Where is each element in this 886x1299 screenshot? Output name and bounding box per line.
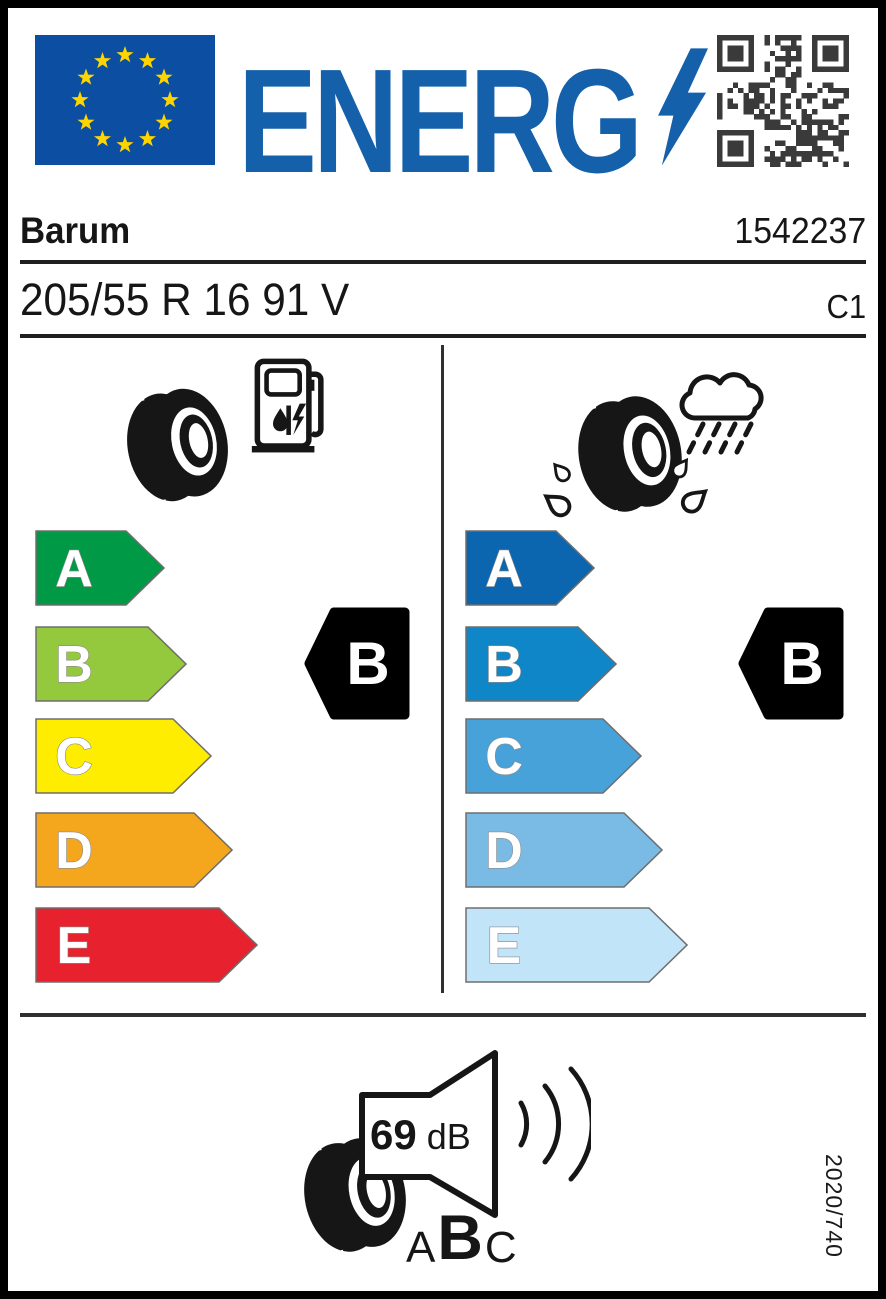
brand-row <box>20 200 866 264</box>
size-row <box>20 260 866 338</box>
tire-fuel-pump-icon <box>120 352 335 522</box>
noise-class-letters <box>406 1203 517 1273</box>
fuel-grade-arrow-b <box>35 626 187 702</box>
fuel-grade-arrow-c <box>35 718 212 794</box>
noise-unit: dB <box>426 1116 471 1158</box>
lightning-bolt-icon <box>658 46 708 168</box>
noise-class-a: A <box>406 1223 436 1272</box>
fuel-grade-arrow-d <box>35 812 233 888</box>
noise-value: 69 <box>370 1111 417 1158</box>
wet-grade-arrow-e <box>465 907 688 983</box>
eu-flag-icon <box>35 35 215 165</box>
tire-rain-cloud-icon <box>543 350 793 535</box>
fuel-rating-letter: B <box>346 630 390 697</box>
scales-vertical-divider <box>441 345 444 993</box>
fuel-grade-arrow-a <box>35 530 165 606</box>
grade-letter: A <box>485 540 523 598</box>
fuel-rating-indicator <box>304 607 410 720</box>
tire-size: 205/55 R 16 91 V <box>20 274 350 325</box>
grade-letter: D <box>55 822 93 880</box>
noise-class-b: B <box>437 1203 483 1273</box>
wet-grade-arrow-a <box>465 530 595 606</box>
wet-rating-indicator <box>738 607 844 720</box>
wet-grade-arrow-d <box>465 812 663 888</box>
noise-value-group <box>370 1108 471 1156</box>
energy-logo-text: ENERG <box>238 39 640 204</box>
regulation-number: 2020/740 <box>821 1154 847 1258</box>
tire-class-label: C1 <box>826 288 866 325</box>
qr-code-icon <box>717 35 849 167</box>
wet-grade-arrow-c <box>465 718 642 794</box>
brand-name: Barum <box>20 210 131 251</box>
grade-letter: B <box>55 636 93 694</box>
wet-rating-letter: B <box>780 630 824 697</box>
grade-letter: E <box>486 917 522 975</box>
noise-section-divider <box>20 1013 866 1017</box>
grade-letter: A <box>55 540 93 598</box>
sound-waves-icon <box>513 1061 591 1186</box>
grade-letter: C <box>55 728 93 786</box>
fuel-grade-arrow-e <box>35 907 258 983</box>
wet-grade-arrow-b <box>465 626 617 702</box>
rain-cloud-icon <box>682 375 761 452</box>
grade-letter: D <box>485 822 523 880</box>
grade-letter: B <box>485 636 523 694</box>
noise-class-c: C <box>484 1223 517 1272</box>
article-number: 1542237 <box>734 210 866 251</box>
grade-letter: C <box>485 728 523 786</box>
grade-letter: E <box>56 917 92 975</box>
